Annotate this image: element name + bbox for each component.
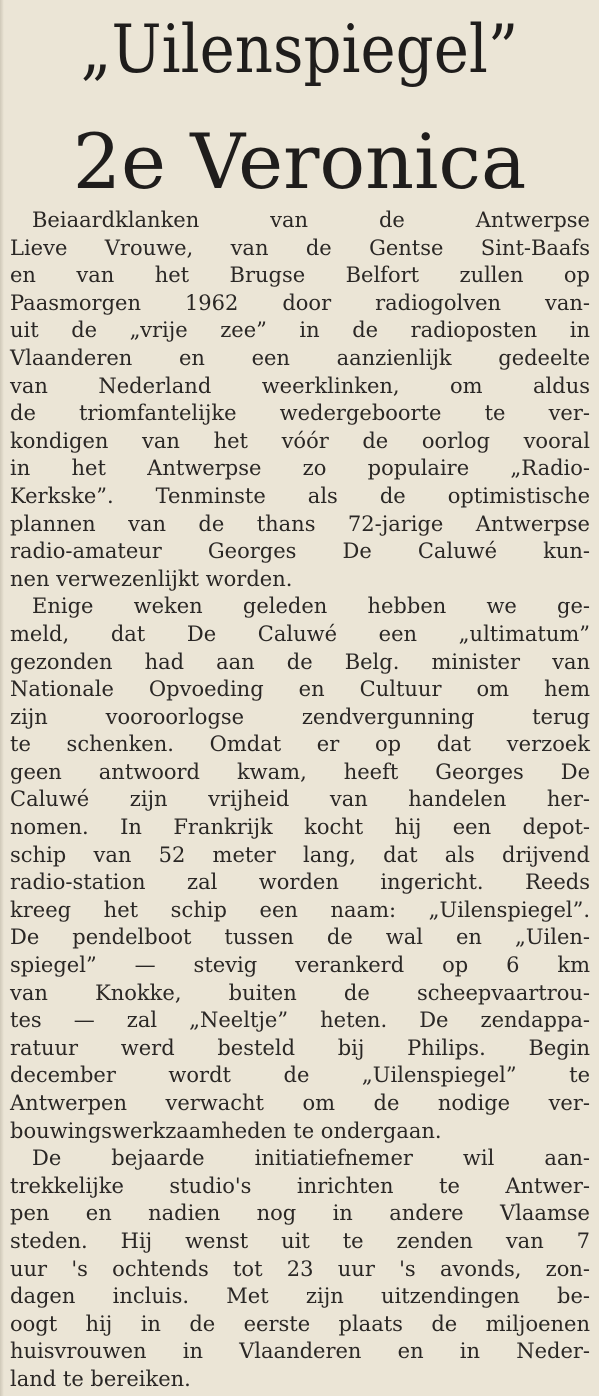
article-line: schip van 52 meter lang, dat als drijvend bbox=[10, 842, 590, 867]
article-paragraph bbox=[10, 593, 590, 1145]
article-line: radio-station zal worden ingericht. Reeds bbox=[10, 870, 590, 895]
article-line: Antwerpen verwacht om de nodige ver- bbox=[10, 1091, 590, 1115]
article-line: pen en nadien nog in andere Vlaamse bbox=[10, 1201, 590, 1226]
article-paragraph bbox=[10, 1145, 590, 1393]
article-line: in het Antwerpse zo populaire „Radio- bbox=[10, 456, 590, 481]
article-line: De bejaarde initiatiefnemer wil aan- bbox=[32, 1146, 590, 1171]
article-line: Enige weken geleden hebben we ge- bbox=[32, 594, 590, 619]
article-line: geen antwoord kwam, heeft Georges De bbox=[10, 759, 590, 784]
article-line: Nationale Opvoeding en Cultuur om hem bbox=[10, 677, 590, 702]
article-line: De pendelboot tussen de wal en „Uilen- bbox=[10, 925, 590, 950]
article-line: Kerkske”. Tenminste als de optimistische bbox=[10, 483, 590, 508]
article-line: te schenken. Omdat er op dat verzoek bbox=[10, 732, 590, 757]
article-line: land te bereiken. bbox=[10, 1366, 191, 1391]
article-line: Vlaanderen en een aanzienlijk gedeelte bbox=[10, 345, 590, 370]
article-line: Paasmorgen 1962 door radiogolven van- bbox=[10, 290, 590, 315]
headline-line-2: 2e Veronica bbox=[72, 117, 527, 206]
article-paragraph bbox=[10, 207, 590, 593]
article-line: Lieve Vrouwe, van de Gentse Sint-Baafs bbox=[10, 235, 590, 260]
article-line: uur 's ochtends tot 23 uur 's avonds, zon- bbox=[10, 1256, 590, 1281]
article-line: nomen. In Frankrijk kocht hij een depot- bbox=[10, 815, 590, 840]
article-line: tes — zal „Neeltje” heten. De zendappa- bbox=[10, 1008, 590, 1033]
article-line: radio-amateur Georges De Caluwé kun- bbox=[10, 539, 590, 564]
article-line: van Knokke, buiten de scheepvaartrou- bbox=[10, 980, 590, 1005]
article-line: trekkelijke studio's inrichten te Antwer- bbox=[10, 1173, 590, 1198]
article-line: gezonden had aan de Belg. minister van bbox=[10, 649, 590, 674]
article-line: nen verwezenlijkt worden. bbox=[10, 566, 293, 591]
article-body bbox=[10, 207, 590, 1394]
article-line: meld, dat De Caluwé een „ultimatum” bbox=[10, 621, 590, 646]
article-line: Caluwé zijn vrijheid van handelen her- bbox=[10, 787, 590, 812]
article-line: kreeg het schip een naam: „Uilenspiegel”. bbox=[10, 897, 590, 922]
article-line: spiegel” — stevig verankerd op 6 km bbox=[10, 953, 590, 978]
article-line: oogt hij in de eerste plaats de miljoenen bbox=[10, 1311, 590, 1336]
headline-line-1: „Uilenspiegel” bbox=[80, 11, 519, 88]
article-line: zijn vooroorlogse zendvergunning terug bbox=[10, 704, 590, 729]
article-line: ratuur werd besteld bij Philips. Begin bbox=[10, 1035, 590, 1060]
article-line: bouwingswerkzaamheden te ondergaan. bbox=[10, 1118, 442, 1143]
article-line: december wordt de „Uilenspiegel” te bbox=[10, 1063, 590, 1088]
article-line: plannen van de thans 72-jarige Antwerpse bbox=[10, 511, 590, 536]
article-line: huisvrouwen in Vlaanderen en in Neder- bbox=[10, 1339, 590, 1364]
article-line: Beiaardklanken van de Antwerpse bbox=[32, 208, 590, 232]
article-line: dagen incluis. Met zijn uitzendingen be- bbox=[10, 1284, 590, 1309]
article-line: kondigen van het vóór de oorlog vooral bbox=[10, 428, 590, 453]
article-line: uit de „vrije zee” in de radioposten in bbox=[10, 318, 590, 343]
article-line: van Nederland weerklinken, om aldus bbox=[10, 373, 590, 398]
article-line: steden. Hij wenst uit te zenden van 7 bbox=[10, 1228, 590, 1253]
article-line: en van het Brugse Belfort zullen op bbox=[10, 263, 590, 288]
article-line: de triomfantelijke wedergeboorte te ver- bbox=[10, 401, 590, 426]
